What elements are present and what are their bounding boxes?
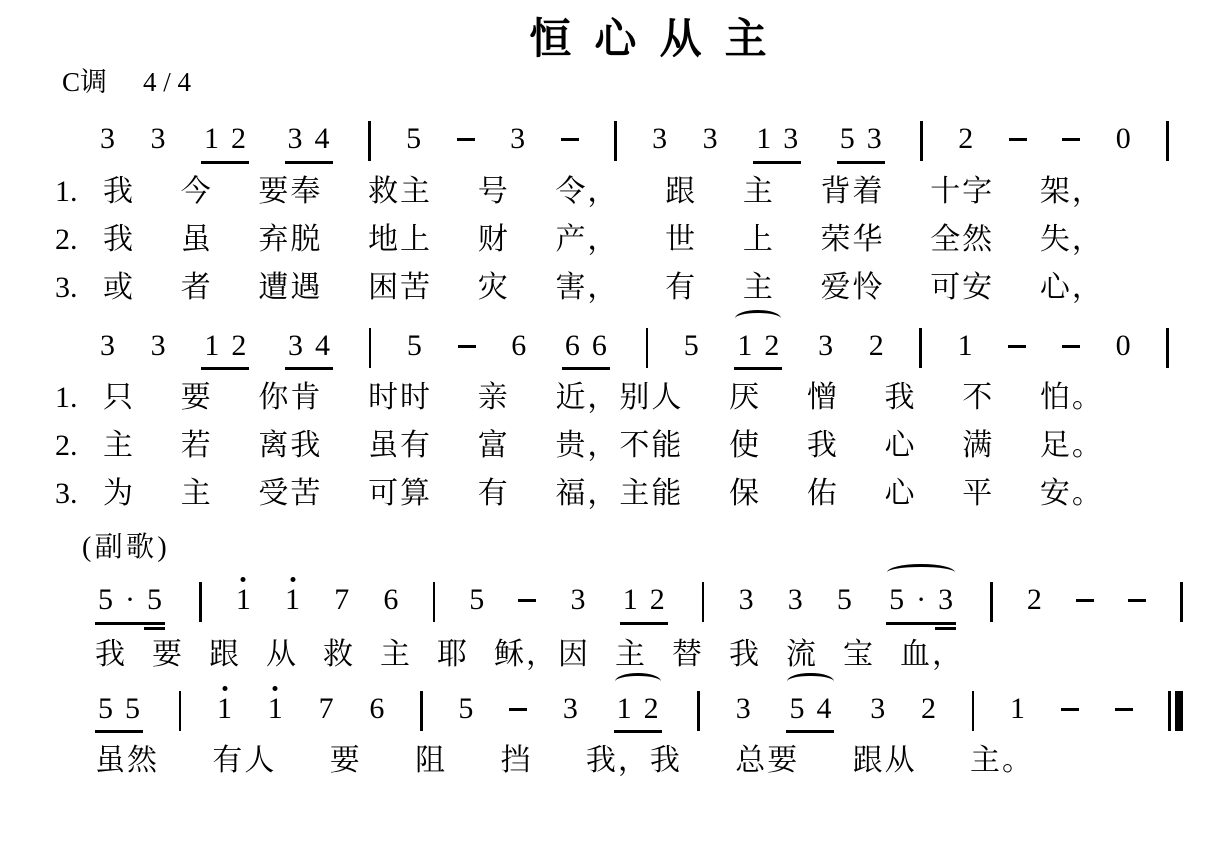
barline — [702, 582, 705, 622]
notation-line-4 — [95, 690, 1183, 734]
verse-number: 2. — [55, 429, 78, 463]
barline — [920, 121, 923, 161]
lyric-syllable: 你肯 — [258, 381, 323, 415]
lyric-syllable: 要奉 — [258, 174, 323, 208]
duration-dash — [1128, 599, 1146, 602]
key-signature: C调 — [62, 67, 108, 98]
lyric-syllable: 遭遇 — [258, 270, 323, 304]
note: 1 — [204, 122, 220, 156]
note: 4 — [816, 691, 832, 725]
lyric-syllable: 若 — [180, 429, 213, 463]
verse-number: 3. — [55, 270, 78, 304]
duration-dash — [1115, 708, 1133, 711]
chorus-lyrics-2 — [95, 741, 1034, 780]
note: 6 — [369, 691, 385, 725]
chorus-lyrics-1 — [95, 635, 964, 674]
slurred-beamed-group — [886, 581, 956, 625]
note: 2 — [231, 122, 247, 156]
lyric-syllable: 爱怜 — [820, 270, 885, 304]
note: 3 — [652, 122, 668, 156]
lyric-syllable: 近，别人 — [555, 381, 684, 415]
note: 5 — [683, 328, 699, 362]
duration-dash — [1008, 345, 1026, 348]
note: 7 — [334, 583, 350, 617]
slurred-beamed-group — [734, 327, 782, 371]
lyric-cells — [103, 268, 1104, 307]
lyric-syllable: 可安 — [930, 270, 995, 304]
beamed-group — [201, 120, 249, 164]
note: 2 — [231, 328, 247, 362]
barline — [420, 691, 423, 731]
note: 3 — [938, 581, 953, 619]
beamed-group — [95, 581, 165, 625]
beamed-group — [201, 327, 249, 371]
lyric-syllable: 从 — [266, 637, 298, 671]
duration-dash — [1009, 138, 1027, 141]
lyric-syllable: 架， — [1039, 174, 1104, 208]
chorus-label: (副歌) — [82, 532, 171, 564]
note: 5 — [147, 581, 162, 619]
lyric-syllable: 福，主能 — [555, 477, 684, 511]
note: 3 — [783, 122, 799, 156]
note: 2 — [764, 328, 780, 362]
lyric-syllable: 要 — [180, 381, 213, 415]
lyric-syllable: 我，我 — [585, 744, 682, 778]
lyric-syllable: 财 — [477, 222, 510, 256]
lyric-row — [55, 220, 1104, 259]
barline — [697, 691, 700, 731]
lyric-syllable: 只 — [103, 381, 135, 415]
note: 5 — [406, 328, 422, 362]
note: 1 — [616, 691, 632, 725]
verse-number: 3. — [55, 477, 78, 511]
lyric-syllable: 号 — [477, 174, 510, 208]
note: 1 — [268, 690, 283, 728]
lyric-syllable: 足。 — [1039, 429, 1104, 463]
lyric-syllable: 总要 — [735, 744, 800, 778]
beamed-group — [837, 120, 885, 164]
slurred-beamed-group — [786, 690, 834, 734]
lyric-syllable: 宝 — [843, 637, 875, 671]
note: 3 — [738, 583, 754, 617]
final-barline — [1168, 691, 1183, 731]
lyric-syllable: 世 — [665, 222, 698, 256]
lyric-syllable: 产， — [555, 222, 620, 256]
note: 3 — [818, 328, 834, 362]
lyric-syllable: 我 — [103, 222, 135, 256]
lyric-syllable: 十字 — [930, 174, 995, 208]
note: 1 — [756, 122, 772, 156]
final-barline-thick — [1175, 691, 1183, 731]
lyric-syllable: 替 — [672, 637, 704, 671]
note: 6 — [383, 583, 399, 617]
barline — [433, 582, 436, 622]
lyric-syllable: 害， — [555, 270, 620, 304]
lyric-syllable: 灾 — [477, 270, 510, 304]
lyric-syllable: 荣华 — [820, 222, 885, 256]
lyric-syllable: 心 — [884, 429, 917, 463]
note: 3 — [870, 691, 886, 725]
note: 3 — [100, 122, 115, 156]
note: 3 — [288, 328, 304, 362]
lyric-syllable: 满 — [962, 429, 995, 463]
note: 6 — [591, 328, 607, 362]
barline — [919, 328, 922, 368]
lyric-syllable: 跟从 — [852, 744, 917, 778]
lyric-syllable: 主 — [180, 477, 213, 511]
beamed-group — [285, 327, 333, 371]
note: 0 — [1115, 328, 1131, 362]
note: 2 — [649, 583, 665, 617]
barline — [990, 582, 993, 622]
lyric-syllable: 心 — [884, 477, 917, 511]
notation-line-1 — [100, 120, 1169, 164]
lyric-syllable: 时时 — [368, 381, 433, 415]
lyric-row — [55, 172, 1104, 211]
note: 5 — [889, 583, 905, 617]
slurred-beamed-group — [614, 690, 662, 734]
note: 4 — [315, 328, 331, 362]
lyric-syllable: 困苦 — [368, 270, 433, 304]
lyric-syllable: 有人 — [212, 744, 277, 778]
lyric-syllable: 亲 — [477, 381, 510, 415]
lyric-syllable: 保 — [729, 477, 762, 511]
lyric-syllable: 挡 — [500, 744, 533, 778]
duration-dash — [1076, 599, 1094, 602]
lyric-syllable: 救主 — [368, 174, 433, 208]
duration-dot: · — [125, 583, 135, 617]
lyric-syllable: 主 — [742, 270, 775, 304]
verse-block-2 — [55, 378, 1104, 513]
lyric-syllable: 佑 — [806, 477, 839, 511]
beamed-group — [285, 120, 333, 164]
lyric-syllable: 令， — [555, 174, 620, 208]
lyric-syllable: 稣，因 — [494, 637, 590, 671]
lyric-syllable: 怕。 — [1039, 381, 1104, 415]
verse-number: 2. — [55, 222, 78, 256]
note: 3 — [866, 122, 882, 156]
note: 5 — [125, 691, 140, 725]
note: 2 — [1026, 583, 1042, 617]
lyric-syllable: 主 — [380, 637, 412, 671]
lyric-row — [55, 426, 1104, 465]
lyric-syllable: 上 — [742, 222, 775, 256]
note: 5 — [98, 583, 113, 617]
note: 2 — [958, 122, 974, 156]
notation-line-2 — [100, 327, 1169, 371]
barline — [1180, 582, 1183, 622]
barline — [614, 121, 617, 161]
lyric-syllable: 憎 — [806, 381, 839, 415]
note: 3 — [150, 328, 166, 362]
lyric-syllable: 阻 — [415, 744, 448, 778]
lyric-syllable: 受苦 — [258, 477, 323, 511]
lyric-syllable: 血， — [900, 637, 964, 671]
note: 6 — [511, 328, 527, 362]
note: 5 — [458, 691, 474, 725]
time-signature: 4 / 4 — [143, 67, 192, 98]
duration-dash — [518, 599, 536, 602]
note: 4 — [314, 122, 330, 156]
verse-number: 1. — [55, 174, 78, 208]
notation-line-3 — [95, 581, 1183, 625]
lyric-syllable: 耶 — [437, 637, 469, 671]
lyric-cells — [103, 378, 1104, 417]
lyric-syllable: 主。 — [970, 744, 1034, 778]
duration-dash — [457, 138, 475, 141]
note: 3 — [735, 691, 751, 725]
note: 5 — [469, 583, 485, 617]
note: 3 — [100, 328, 115, 362]
lyric-syllable: 不 — [962, 381, 995, 415]
duration-dash — [561, 138, 579, 141]
lyric-syllable: 贵，不能 — [555, 429, 684, 463]
beamed-group — [753, 120, 801, 164]
lyric-syllable: 跟 — [665, 174, 698, 208]
note: 2 — [868, 328, 884, 362]
lyric-syllable: 或 — [103, 270, 135, 304]
lyric-syllable: 失， — [1039, 222, 1104, 256]
note: 5 — [789, 691, 805, 725]
note: 3 — [510, 122, 526, 156]
lyric-syllable: 心， — [1039, 270, 1104, 304]
duration-dot: · — [916, 583, 927, 617]
lyric-syllable: 虽 — [180, 222, 213, 256]
note: 1 — [957, 328, 973, 362]
lyric-syllable: 有 — [665, 270, 698, 304]
lyric-syllable: 主 — [742, 174, 775, 208]
lyric-syllable: 救 — [323, 637, 355, 671]
barline — [369, 328, 372, 368]
lyric-syllable: 可算 — [368, 477, 433, 511]
barline — [646, 328, 649, 368]
lyric-row — [55, 378, 1104, 417]
duration-dash — [458, 345, 476, 348]
lyric-syllable: 虽有 — [368, 429, 433, 463]
note: 2 — [643, 691, 659, 725]
barline — [1166, 328, 1169, 368]
note: 1 — [1010, 691, 1026, 725]
note: 3 — [570, 583, 586, 617]
verse-number: 1. — [55, 381, 78, 415]
lyric-syllable: 主 — [615, 637, 647, 671]
lyric-syllable: 虽然 — [95, 744, 159, 778]
note: 6 — [564, 328, 580, 362]
barline — [1166, 121, 1169, 161]
lyric-syllable: 流 — [786, 637, 818, 671]
lyric-cells — [103, 220, 1104, 259]
lyric-syllable: 主 — [103, 429, 135, 463]
note: 5 — [836, 583, 852, 617]
lyric-syllable: 全然 — [930, 222, 995, 256]
lyric-syllable: 要 — [152, 637, 184, 671]
note: 1 — [236, 581, 251, 619]
lyric-syllable: 弃脱 — [258, 222, 323, 256]
lyric-syllable: 地上 — [368, 222, 433, 256]
note: 1 — [285, 581, 300, 619]
beamed-group — [620, 581, 668, 625]
note: 1 — [204, 328, 220, 362]
lyric-syllable: 我 — [103, 174, 135, 208]
note: 5 — [839, 122, 855, 156]
note: 3 — [287, 122, 303, 156]
lyric-syllable: 我 — [95, 637, 127, 671]
lyric-syllable: 我 — [884, 381, 917, 415]
note: 3 — [787, 583, 803, 617]
lyric-syllable: 离我 — [258, 429, 323, 463]
lyric-syllable: 我 — [729, 637, 761, 671]
lyric-syllable: 我 — [806, 429, 839, 463]
lyric-syllable: 富 — [477, 429, 510, 463]
lyric-cells — [103, 474, 1104, 513]
duration-dash — [1062, 138, 1080, 141]
barline — [972, 691, 975, 731]
note: 2 — [920, 691, 936, 725]
duration-dash — [1061, 708, 1079, 711]
verse-block-1 — [55, 172, 1104, 307]
lyric-cells — [103, 426, 1104, 465]
lyric-syllable: 厌 — [729, 381, 762, 415]
barline — [179, 691, 182, 731]
lyric-syllable: 安。 — [1039, 477, 1104, 511]
note: 3 — [702, 122, 718, 156]
final-barline-thin — [1168, 691, 1171, 731]
lyric-cells — [103, 172, 1104, 211]
note: 3 — [562, 691, 578, 725]
lyric-row — [55, 474, 1104, 513]
key-time-line — [62, 66, 1219, 100]
lyric-syllable: 今 — [180, 174, 213, 208]
song-title: 恒心从主 — [529, 17, 790, 63]
lyric-row — [55, 268, 1104, 307]
duration-dash — [1062, 345, 1080, 348]
note: 3 — [150, 122, 166, 156]
lyric-syllable: 者 — [180, 270, 213, 304]
lyric-syllable: 要 — [329, 744, 362, 778]
beamed-group — [95, 690, 143, 734]
note: 1 — [622, 583, 638, 617]
barline — [368, 121, 371, 161]
barline — [199, 582, 202, 622]
note: 5 — [98, 691, 113, 725]
lyric-syllable: 有 — [477, 477, 510, 511]
duration-dash — [509, 708, 527, 711]
lyric-syllable: 为 — [103, 477, 135, 511]
lyric-syllable: 背着 — [820, 174, 885, 208]
note: 0 — [1115, 122, 1131, 156]
beamed-group — [562, 327, 610, 371]
lyric-syllable: 平 — [962, 477, 995, 511]
lyric-syllable: 跟 — [209, 637, 241, 671]
note: 5 — [406, 122, 422, 156]
lyric-syllable: 使 — [729, 429, 762, 463]
note: 1 — [217, 690, 232, 728]
note: 7 — [318, 691, 334, 725]
note: 1 — [737, 328, 753, 362]
